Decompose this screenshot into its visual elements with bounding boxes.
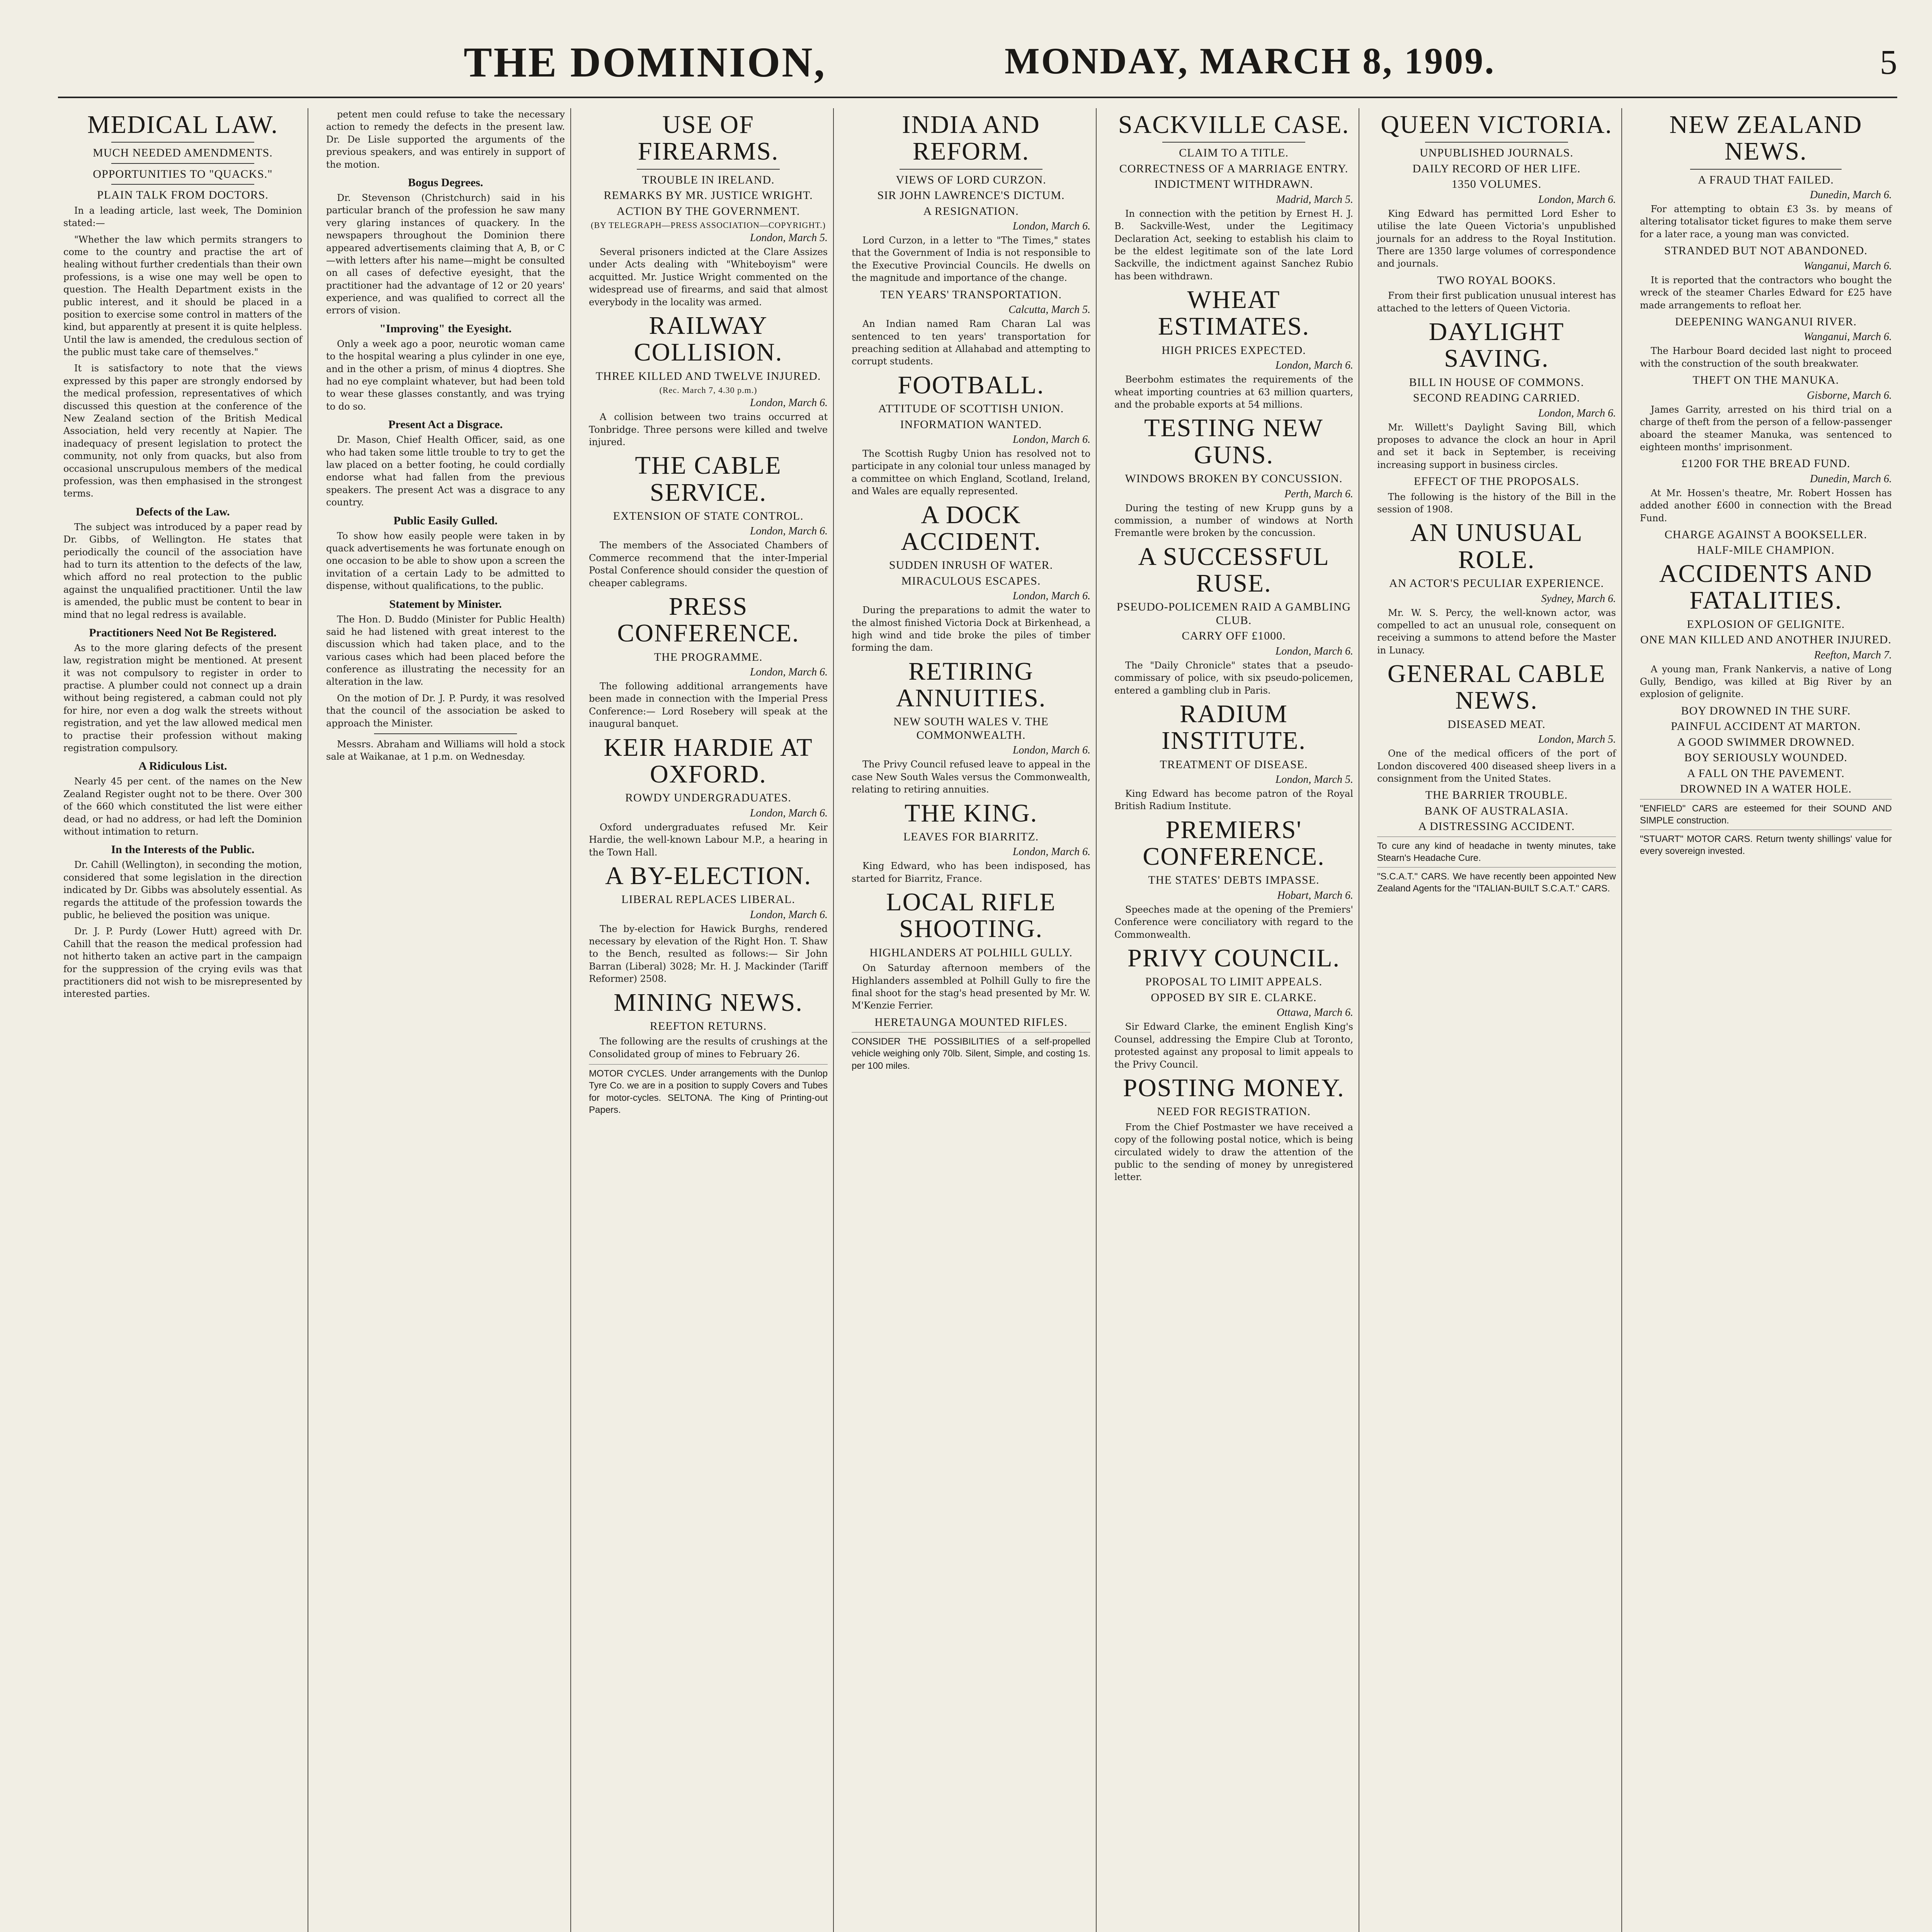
- headline: GENERAL CABLE NEWS.: [1387, 660, 1606, 715]
- headline: ACCIDENTS AND FATALITIES.: [1659, 559, 1873, 615]
- headline: THE CABLE SERVICE.: [635, 451, 782, 507]
- subheadline: SUDDEN INRUSH OF WATER.: [889, 559, 1053, 572]
- subheadline: PLAIN TALK FROM DOCTORS.: [97, 189, 269, 202]
- column-new-zealand-news: [1634, 108, 1897, 1932]
- subheadline: ACTION BY THE GOVERNMENT.: [616, 204, 800, 218]
- paragraph: "Whether the law which permits strangers to come to the country and practise the art of healing without further credentials than their own professions, is a wise one may well be open to question. The Health Department exists in the public interest, and it should be placed in a position to exercise some control in matters of the kind, but apparently at present it is quite helpless. Until the law is amended, the credulous section of the public must take care of themselves.": [63, 234, 302, 358]
- paragraph: A collision between two trains occurred at Tonbridge. Three persons were killed and twelve injured.: [589, 412, 828, 447]
- subheadline: ONE MAN KILLED AND ANOTHER INJURED.: [1640, 633, 1891, 646]
- dateline: Sydney, March 6.: [1541, 592, 1616, 605]
- headline: NEW ZEALAND NEWS.: [1669, 111, 1862, 166]
- dateline: London, March 6.: [1012, 434, 1090, 446]
- paragraph: Several prisoners indicted at the Clare Assizes under Acts dealing with "Whiteboyism" were acquitted. Mr. Justice Wright commented on the widespread use of firearms, and said that almost everybody in the locality was armed.: [589, 247, 828, 308]
- headline: AN UNUSUAL ROLE.: [1410, 519, 1583, 574]
- headline: MEDICAL LAW.: [87, 111, 279, 139]
- subheadline: WINDOWS BROKEN BY CONCUSSION.: [1125, 472, 1343, 485]
- dateline: London, March 6.: [1538, 193, 1616, 206]
- divider: [374, 733, 517, 734]
- advertisement: "STUART" MOTOR CARS. Return twenty shillings' value for every sovereign invested.: [1640, 830, 1892, 857]
- subheadline: THE STATES' DEBTS IMPASSE.: [1148, 874, 1320, 887]
- paragraph: King Edward has become patron of the Royal British Radium Institute.: [1114, 788, 1353, 812]
- subheadline: A DISTRESSING ACCIDENT.: [1418, 820, 1575, 833]
- dateline: London, March 6.: [1012, 220, 1090, 233]
- subheadline: HERETAUNGA MOUNTED RIFLES.: [874, 1015, 1068, 1029]
- subheadline: PSEUDO-POLICEMEN RAID A GAMBLING CLUB.: [1116, 600, 1351, 627]
- subheadline: A FALL ON THE PAVEMENT.: [1687, 767, 1845, 780]
- sidehead: Practitioners Need Not Be Registered.: [89, 626, 277, 639]
- sidehead: Public Easily Gulled.: [393, 514, 498, 527]
- dateline: Gisborne, March 6.: [1807, 389, 1892, 401]
- sidehead: A Ridiculous List.: [138, 760, 227, 773]
- subheadline: DAILY RECORD OF HER LIFE.: [1412, 162, 1581, 175]
- subheadline: EXPLOSION OF GELIGNITE.: [1687, 617, 1845, 631]
- paragraph: At Mr. Hossen's theatre, Mr. Robert Hossen has added another £600 in connection with the Bread Fund.: [1640, 487, 1892, 524]
- subheadline: BILL IN HOUSE OF COMMONS.: [1409, 376, 1584, 389]
- headline: INDIA AND REFORM.: [902, 111, 1040, 166]
- dateline: Reefton, March 7.: [1814, 649, 1892, 661]
- subheadline: EXTENSION OF STATE CONTROL.: [613, 509, 804, 522]
- dateline: Dunedin, March 6.: [1810, 189, 1892, 201]
- headline: TESTING NEW GUNS.: [1144, 414, 1323, 469]
- dateline: London, March 5.: [1538, 733, 1616, 746]
- headline: RAILWAY COLLISION.: [634, 311, 783, 367]
- sidehead: Bogus Degrees.: [408, 176, 483, 189]
- subheadline: EFFECT OF THE PROPOSALS.: [1413, 475, 1579, 488]
- subheadline: £1200 FOR THE BREAD FUND.: [1681, 457, 1850, 470]
- paragraph: The following are the results of crushings at the Consolidated group of mines to February 26.: [589, 1036, 828, 1060]
- subheadline: ROWDY UNDERGRADUATES.: [625, 791, 791, 804]
- dateline: London, March 6.: [1012, 590, 1090, 602]
- headline: FOOTBALL.: [898, 371, 1044, 399]
- paragraph: Only a week ago a poor, neurotic woman came to the hospital wearing a plus cylinder in one eye, and in the other a prism, of minus 4 dioptres. She had no eye complaint whatever, but had been told to wear these glasses constantly, and was trying to do so.: [326, 338, 565, 412]
- subheadline: HIGH PRICES EXPECTED.: [1162, 344, 1306, 357]
- subheadline: BOY SERIOUSLY WOUNDED.: [1684, 751, 1848, 764]
- paragraph: Messrs. Abraham and Williams will hold a stock sale at Waikanae, at 1 p.m. on Wednesday.: [326, 739, 565, 762]
- subheadline: CORRECTNESS OF A MARRIAGE ENTRY.: [1119, 162, 1349, 175]
- paragraph: The "Daily Chronicle" states that a pseudo-commissary of police, with six pseudo-policemen, entered a gambling club in Paris.: [1114, 660, 1353, 696]
- columns: [58, 108, 1897, 1932]
- subheadline: THEFT ON THE MANUKA.: [1692, 374, 1839, 387]
- subheadline: OPPORTUNITIES TO "QUACKS.": [93, 167, 273, 180]
- subheadline: THE BARRIER TROUBLE.: [1425, 789, 1568, 802]
- paragraph: King Edward has permitted Lord Esher to utilise the late Queen Victoria's unpublished journals for an address to the Royal Institution. There are 1350 large volumes of correspondence and journals.: [1377, 208, 1616, 269]
- paragraph: Dr. Stevenson (Christchurch) said in his particular branch of the profession he saw many very glaring instances of quackery. In the newspapers throughout the Dominion there appeared advertisements claiming that A, B, or C—with letters after his name—might be consulted on all cases of defective eyesight, that the practitioner had the advantage of 12 or 20 years' experience, and was qualified to correct all the errors of vision.: [326, 192, 565, 316]
- divider: [111, 184, 255, 185]
- subheadline: A GOOD SWIMMER DROWNED.: [1677, 735, 1855, 748]
- headline: A SUCCESSFUL RUSE.: [1138, 542, 1330, 597]
- dateline: London, March 6.: [1012, 744, 1090, 757]
- advertisement: To cure any kind of headache in twenty minutes, take Stearn's Headache Cure.: [1377, 837, 1616, 864]
- paragraph: The following is the history of the Bill in the session of 1908.: [1377, 491, 1616, 515]
- headline: POSTING MONEY.: [1123, 1073, 1345, 1102]
- paragraph: Mr. Willett's Daylight Saving Bill, which proposes to advance the clock an hour in April and set it back in September, is receiving increasing support in business circles.: [1377, 422, 1616, 470]
- dateline: London, March 6.: [1275, 359, 1353, 372]
- dateline: London, March 6.: [750, 525, 828, 537]
- divider: [1162, 142, 1306, 143]
- dateline: Perth, March 6.: [1284, 488, 1353, 500]
- paragraph: The members of the Associated Chambers of Commerce recommend that the inter-Imperial Postal Conference should consider the question of cheaper cablegrams.: [589, 540, 828, 588]
- issue-date: MONDAY, MARCH 8, 1909.: [1005, 40, 1496, 82]
- paragraph: Dr. J. P. Purdy (Lower Hutt) agreed with Dr. Cahill that the reason the medical profession had not hitherto taken an active part in the campaign for the suppression of the crying evils was that practitioners did not wish to be misrepresented by interested parties.: [63, 926, 302, 1000]
- column-queen-victoria: [1372, 108, 1622, 1932]
- paragraph: In a leading article, last week, The Dominion stated:—: [63, 205, 302, 229]
- subheadline: SECOND READING CARRIED.: [1413, 391, 1580, 405]
- headline: PREMIERS' CONFERENCE.: [1143, 815, 1325, 871]
- divider: [637, 169, 780, 170]
- subheadline: SIR JOHN LAWRENCE'S DICTUM.: [877, 189, 1065, 202]
- paragraph: A young man, Frank Nankervis, a native of Long Gully, Bendigo, was killed at Big River by an explosion of gelignite.: [1640, 663, 1892, 700]
- dateline: Dunedin, March 6.: [1810, 473, 1892, 485]
- subheadline: DROWNED IN A WATER HOLE.: [1680, 782, 1852, 796]
- paragraph: During the preparations to admit the water to the almost finished Victoria Dock at Birkenhead, a high wind and tide broke the piles of timber forming the dam.: [852, 605, 1090, 653]
- subheadline: BOY DROWNED IN THE SURF.: [1681, 704, 1851, 717]
- paragraph: The subject was introduced by a paper read by Dr. Gibbs, of Wellington. He states that periodically the council of the association have had to turn its attention to the defects of the law, which afford no real protection to the public against the unqualified practitioner. Until the law is amended, the public must be content to bear in mind that no legal redress is available.: [63, 521, 302, 620]
- paragraph: During the testing of new Krupp guns by a commission, a number of windows at North Fremantle were broken by the concussion.: [1114, 502, 1353, 539]
- subheadline: TREATMENT OF DISEASE.: [1160, 758, 1308, 771]
- dateline: London, March 5.: [1275, 774, 1353, 786]
- headline: A BY-ELECTION.: [605, 861, 811, 890]
- paragraph: The Privy Council refused leave to appeal in the case New South Wales versus the Commonwealth, relating to retiring annuities.: [852, 759, 1090, 795]
- paragraph: On Saturday afternoon members of the Highlanders assembled at Polhill Gully to fire the final shoot for the stag's head presented by Mr. W. M'Kenzie Ferrier.: [852, 963, 1090, 1011]
- headline: USE OF FIREARMS.: [638, 111, 779, 166]
- paragraph: An Indian named Ram Charan Lal was sentenced to ten years' transportation for preaching sedition at Allahabad and attempting to corrupt students.: [852, 318, 1090, 367]
- paragraph: On the motion of Dr. J. P. Purdy, it was resolved that the council of the association be asked to approach the Minister.: [326, 692, 565, 729]
- subheadline: STRANDED BUT NOT ABANDONED.: [1664, 244, 1867, 257]
- advertisement: CONSIDER THE POSSIBILITIES of a self-propelled vehicle weighing only 70lb. Silent, Simple, and costing 1s. per 100 miles.: [852, 1032, 1090, 1072]
- subheadline: AN ACTOR'S PECULIAR EXPERIENCE.: [1389, 577, 1604, 590]
- paragraph: It is satisfactory to note that the views expressed by this paper are strongly endorsed by the medical profession, representatives of which discussed this question at the conference of the New Zealand section of the British Medical Association, held very recently at Napier. The inadequacy of present legislation to protect the community, not only from quacks, but also from occasional unscrupulous members of the medical profession, was then emphasised in the strongest terms.: [63, 363, 302, 499]
- subheadline: DEEPENING WANGANUI RIVER.: [1675, 315, 1857, 328]
- subheadline: UNPUBLISHED JOURNALS.: [1420, 146, 1573, 160]
- dateline: Ottawa, March 6.: [1276, 1007, 1353, 1019]
- dateline: London, March 6.: [750, 666, 828, 679]
- headline: PRIVY COUNCIL.: [1128, 944, 1340, 973]
- subheadline: INDICTMENT WITHDRAWN.: [1154, 178, 1313, 191]
- dateline: Madrid, March 5.: [1276, 193, 1353, 206]
- subheadline: LEAVES FOR BIARRITZ.: [903, 830, 1039, 843]
- subheadline: CARRY OFF £1000.: [1182, 629, 1286, 643]
- paragraph: For attempting to obtain £3 3s. by means of altering totalisator ticket figures to make them serve for a later race, a young man was convicted.: [1640, 204, 1892, 240]
- headline: A DOCK ACCIDENT.: [901, 500, 1041, 556]
- paragraph: Dr. Cahill (Wellington), in seconding the motion, considered that some legislation in the direction indicated by Dr. Gibbs was absolutely essential. As regards the attitude of the profession towards the public, he believed the position was unique.: [63, 859, 302, 920]
- paragraph: In connection with the petition by Ernest H. J. B. Sackville-West, under the Legitimacy Declaration Act, seeking to establish his claim to be the eldest legitimate son of the late Lord Sackville, the indictment against Sanchez Rubio has been withdrawn.: [1114, 208, 1353, 282]
- subheadline: HIGHLANDERS AT POLHILL GULLY.: [869, 946, 1073, 959]
- subheadline: A RESIGNATION.: [923, 204, 1019, 218]
- dateline: London, March 5.: [750, 232, 828, 244]
- subheadline: MUCH NEEDED AMENDMENTS.: [93, 146, 273, 160]
- headline: SACKVILLE CASE.: [1118, 111, 1350, 139]
- subheadline: CHARGE AGAINST A BOOKSELLER.: [1664, 528, 1867, 541]
- sidehead: Present Act a Disgrace.: [388, 418, 503, 431]
- paragraph: To show how easily people were taken in by quack advertisements he was fortunate enough on one occasion to be able to show upon a screen the invitation of a certain Lady to be admitted to dispense, without qualifications, to the public.: [326, 530, 565, 592]
- paragraph: The Hon. D. Buddo (Minister for Public Health) said he had listened with great interest to the discussion which had taken place, and to the various cases which had been placed before the conference as illustrating the necessity for an alteration in the law.: [326, 614, 565, 687]
- subheadline: THE PROGRAMME.: [654, 650, 763, 663]
- page-number: 5: [1880, 43, 1897, 82]
- column-sackville-case: [1109, 108, 1359, 1932]
- dateline: Wanganui, March 6.: [1803, 260, 1892, 272]
- subheadline: 1350 VOLUMES.: [1451, 178, 1542, 191]
- paragraph: The following additional arrangements have been made in connection with the Imperial Press Conference:— Lord Rosebery will speak at the inaugural banquet.: [589, 681, 828, 730]
- paragraph: Mr. W. S. Percy, the well-known actor, was compelled to act an unusual role, consequent on receiving a summons to attend before the Master in Lunacy.: [1377, 607, 1616, 656]
- dateline: Wanganui, March 6.: [1803, 331, 1892, 343]
- headline: RADIUM INSTITUTE.: [1162, 699, 1306, 755]
- divider: [1425, 142, 1568, 143]
- subheadline: NEED FOR REGISTRATION.: [1157, 1105, 1311, 1118]
- paragraph: King Edward, who has been indisposed, has started for Biarritz, France.: [852, 861, 1090, 884]
- telegraph-credit: (BY TELEGRAPH—PRESS ASSOCIATION—COPYRIGHT.): [591, 220, 826, 230]
- paragraph: It is reported that the contractors who bought the wreck of the steamer Charles Edward for £25 have made arrangements to refloat her.: [1640, 274, 1892, 311]
- sidehead: "Improving" the Eyesight.: [379, 322, 512, 335]
- subheadline: PROPOSAL TO LIMIT APPEALS.: [1145, 975, 1323, 988]
- paragraph: Nearly 45 per cent. of the names on the New Zealand Register ought not to be there. Over 300 of the 660 which constituted the list were either dead, or had no address, or had left the Dominion without intimation to return.: [63, 776, 302, 837]
- paper-title: THE DOMINION,: [464, 39, 827, 86]
- subheadline: CLAIM TO A TITLE.: [1179, 146, 1289, 160]
- dateline: London, March 6.: [750, 397, 828, 409]
- subheadline: A FRAUD THAT FAILED.: [1698, 173, 1834, 186]
- subheadline: HALF-MILE CHAMPION.: [1697, 544, 1835, 557]
- paragraph: The by-election for Hawick Burghs, rendered necessary by elevation of the Right Hon. T. Shaw to the Bench, resulted as follows:— Sir John Barran (Liberal) 3028; Mr. H. J. Mackinder (Tariff Reformer) 2508.: [589, 923, 828, 985]
- paragraph: Beerbohm estimates the requirements of the wheat importing countries at 63 million quarters, and the probable exports at 54 millions.: [1114, 374, 1353, 410]
- headline: DAYLIGHT SAVING.: [1429, 318, 1565, 373]
- divider: [111, 163, 255, 164]
- advertisement: "S.C.A.T." CARS. We have recently been appointed New Zealand Agents for the "ITALIAN-BUILT S.C.A.T." CARS.: [1377, 867, 1616, 895]
- paragraph: The Scottish Rugby Union has resolved not to participate in any colonial tour unless managed by a committee on which England, Scotland, Ireland, and Wales are equally represented.: [852, 448, 1090, 497]
- headline: PRESS CONFERENCE.: [617, 592, 799, 648]
- paragraph: Lord Curzon, in a letter to "The Times," states that the Government of India is not responsible to the Executive Provincial Councils. He dwells on the magnitude and importance of the change.: [852, 235, 1090, 284]
- paragraph: petent men could refuse to take the necessary action to remedy the defects in the present law. Dr. De Lisle supported the arguments of the previous speakers, and was entirely in support of the motion.: [326, 109, 565, 170]
- paragraph: Dr. Mason, Chief Health Officer, said, as one who had taken some little trouble to try to get the law placed on a better footing, he could cordially endorse what had fallen from the previous speakers. The present Act was a disgrace to any country.: [326, 434, 565, 508]
- subheadline: TWO ROYAL BOOKS.: [1437, 274, 1556, 287]
- column-medical-law-continued: [321, 108, 571, 1932]
- divider: [900, 169, 1043, 170]
- paragraph: As to the more glaring defects of the present law, registration might be mentioned. At present it was not compulsory to register in order to practise. A plumber could not connect up a drain without being registered, a cabman could not ply for hire, nor even a dog walk the streets without registration, and yet the law allowed medical men to practise their profession without making registration compulsory.: [63, 642, 302, 754]
- subheadline: OPPOSED BY SIR E. CLARKE.: [1151, 991, 1317, 1004]
- paragraph: James Garrity, arrested on his third trial on a charge of theft from the person of a fellow-passenger aboard the steamer Manuka, was sentenced to eighteen months' imprisonment.: [1640, 404, 1892, 452]
- dateline: London, March 6.: [1538, 407, 1616, 419]
- headline: QUEEN VICTORIA.: [1381, 111, 1612, 139]
- subheadline: VIEWS OF LORD CURZON.: [896, 173, 1046, 186]
- headline: LOCAL RIFLE SHOOTING.: [886, 888, 1056, 943]
- divider: [111, 142, 255, 143]
- column-medical-law: [58, 108, 308, 1932]
- paragraph: Speeches made at the opening of the Premiers' Conference were conciliatory with regard to the Commonwealth.: [1114, 904, 1353, 940]
- paragraph: From the Chief Postmaster we have received a copy of the following postal notice, which is being circulated widely to draw the attention of the public to the sending of money by unregistered letter.: [1114, 1121, 1353, 1183]
- received-time: (Rec. March 7, 4.30 p.m.): [659, 385, 757, 395]
- subheadline: THREE KILLED AND TWELVE INJURED.: [595, 369, 821, 383]
- subheadline: MIRACULOUS ESCAPES.: [901, 574, 1041, 587]
- subheadline: INFORMATION WANTED.: [900, 418, 1042, 431]
- column-firearms: [583, 108, 834, 1932]
- paragraph: From their first publication unusual interest has attached to the letters of Queen Victoria.: [1377, 290, 1616, 314]
- subheadline: ATTITUDE OF SCOTTISH UNION.: [878, 402, 1064, 415]
- advertisement: MOTOR CYCLES. Under arrangements with the Dunlop Tyre Co. we are in a position to supply Covers and Tubes for motor-cycles. SELTONA. The King of Printing-out Papers.: [589, 1064, 828, 1116]
- dateline: Calcutta, March 5.: [1008, 304, 1090, 316]
- sidehead: Defects of the Law.: [136, 505, 230, 518]
- headline: MINING NEWS.: [614, 988, 803, 1017]
- column-india-reform: [846, 108, 1097, 1932]
- headline: WHEAT ESTIMATES.: [1158, 286, 1310, 341]
- sidehead: In the Interests of the Public.: [111, 843, 255, 856]
- dateline: London, March 6.: [750, 807, 828, 819]
- subheadline: NEW SOUTH WALES V. THE COMMONWEALTH.: [893, 715, 1049, 742]
- divider: [1690, 169, 1841, 170]
- subheadline: LIBERAL REPLACES LIBERAL.: [621, 893, 795, 906]
- subheadline: TEN YEARS' TRANSPORTATION.: [880, 288, 1062, 301]
- paragraph: One of the medical officers of the port of London discovered 400 diseased sheep livers in a consignment from the United States.: [1377, 748, 1616, 784]
- dateline: London, March 6.: [1275, 645, 1353, 657]
- headline: RETIRING ANNUITIES.: [896, 657, 1046, 713]
- headline: THE KING.: [904, 799, 1038, 827]
- sidehead: Statement by Minister.: [389, 597, 502, 611]
- subheadline: DISEASED MEAT.: [1447, 718, 1546, 731]
- paragraph: Sir Edward Clarke, the eminent English King's Counsel, addressing the Empire Club at Toronto, protested against any proposal to limit appeals to the Privy Council.: [1114, 1021, 1353, 1070]
- paragraph: The Harbour Board decided last night to proceed with the construction of the south breakwater.: [1640, 345, 1892, 369]
- newspaper-page: [58, 31, 1897, 1932]
- subheadline: PAINFUL ACCIDENT AT MARTON.: [1671, 720, 1861, 733]
- dateline: London, March 6.: [750, 908, 828, 921]
- dateline: London, March 6.: [1012, 846, 1090, 858]
- dateline: Hobart, March 6.: [1277, 889, 1353, 901]
- advertisement: "ENFIELD" CARS are esteemed for their SOUND AND SIMPLE construction.: [1640, 799, 1892, 827]
- subheadline: TROUBLE IN IRELAND.: [642, 173, 775, 186]
- subheadline: REMARKS BY MR. JUSTICE WRIGHT.: [604, 189, 813, 202]
- masthead: [58, 31, 1897, 98]
- subheadline: BANK OF AUSTRALASIA.: [1424, 804, 1569, 817]
- paragraph: Oxford undergraduates refused Mr. Keir Hardie, the well-known Labour M.P., a hearing in the Town Hall.: [589, 821, 828, 858]
- subheadline: REEFTON RETURNS.: [650, 1019, 767, 1032]
- headline: KEIR HARDIE AT OXFORD.: [604, 733, 813, 788]
